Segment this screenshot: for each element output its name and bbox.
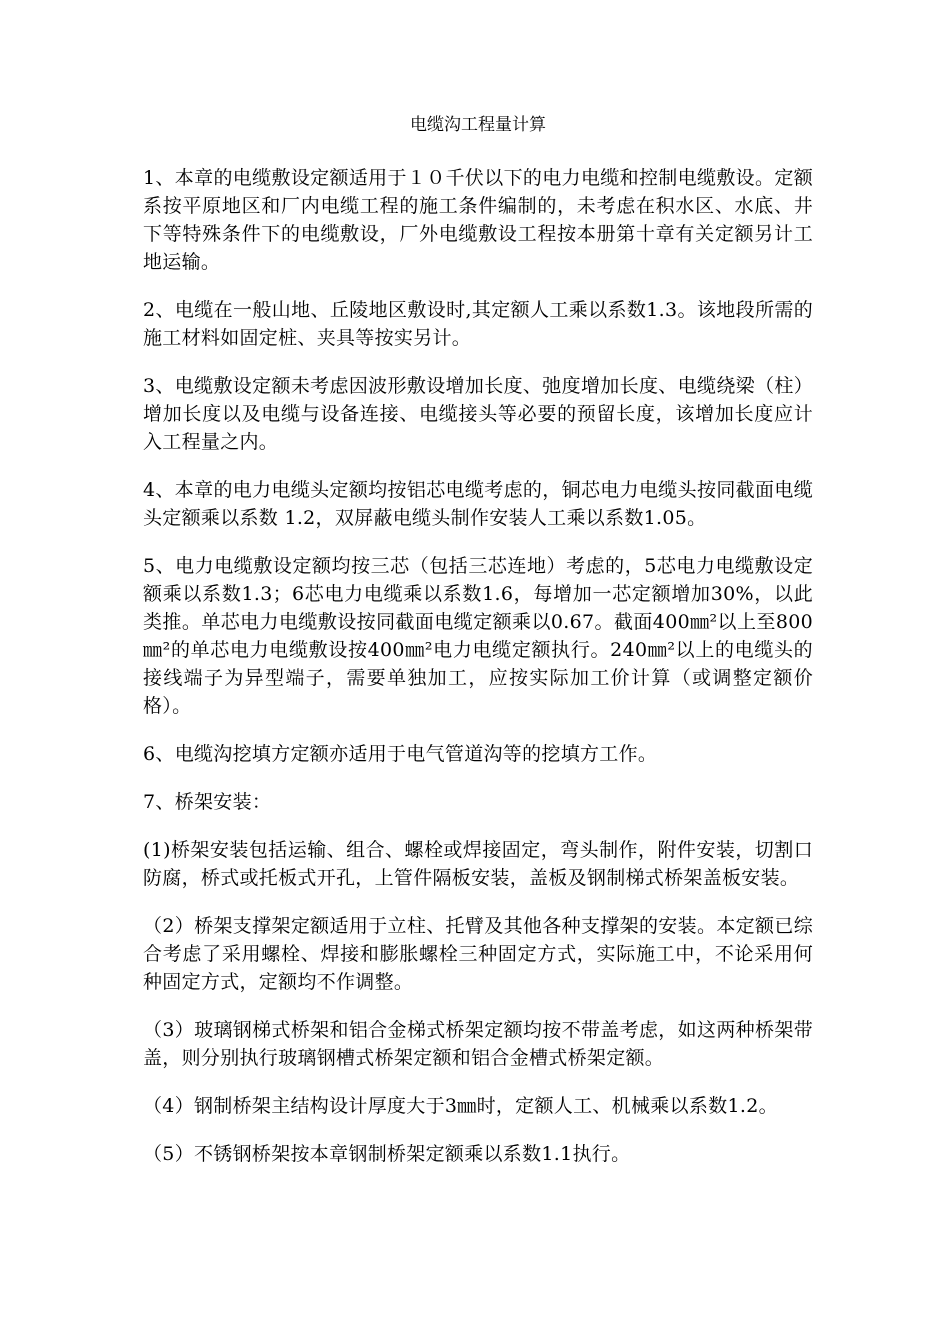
paragraph-3: 3、电缆敷设定额未考虑因波形敷设增加长度、弛度增加长度、电缆绕梁（柱）增加长度以及电缆与设备连接、电缆接头等必要的预留长度，该增加长度应计入工程量之内。 bbox=[143, 375, 813, 453]
paragraph-5: 5、电力电缆敷设定额均按三芯（包括三芯连地）考虑的，5芯电力电缆敷设定额乘以系数1.3；6芯电力电缆乘以系数1.6，每增加一芯定额增加30%，以此类推。单芯电力电缆敷设按同截面电缆定额乘以0.67。截面400㎜²以上至800㎜²的单芯电力电缆敷设按400㎜²电力电缆定额执行。240㎜²以上的电缆头的接线端子为异型端子，需要单独加工，应按实际加工价计算（或调整定额价格）。 bbox=[143, 555, 813, 717]
paragraph-7: 7、桥架安装： bbox=[143, 791, 272, 813]
paragraph-7-5: （5）不锈钢桥架按本章钢制桥架定额乘以系数1.1执行。 bbox=[143, 1143, 631, 1165]
paragraph-7-1: (1)桥架安装包括运输、组合、螺栓或焊接固定，弯头制作，附件安装，切割口防腐，桥式或托板式开孔，上管件隔板安装，盖板及钢制梯式桥架盖板安装。 bbox=[143, 839, 813, 889]
paragraph-7-4: （4）钢制桥架主结构设计厚度大于3㎜时，定额人工、机械乘以系数1.2。 bbox=[143, 1095, 778, 1117]
paragraph-4: 4、本章的电力电缆头定额均按铝芯电缆考虑的，铜芯电力电缆头按同截面电缆头定额乘以系数 1.2，双屏蔽电缆头制作安装人工乘以系数1.05。 bbox=[143, 479, 813, 529]
document-page bbox=[143, 112, 813, 1188]
paragraph-6: 6、电缆沟挖填方定额亦适用于电气管道沟等的挖填方工作。 bbox=[143, 743, 658, 765]
paragraph-7-3: （3）玻璃钢梯式桥架和铝合金梯式桥架定额均按不带盖考虑，如这两种桥架带盖，则分别执行玻璃钢槽式桥架定额和铝合金槽式桥架定额。 bbox=[143, 1019, 813, 1069]
paragraph-2: 2、电缆在一般山地、丘陵地区敷设时,其定额人工乘以系数1.3。该地段所需的施工材料如固定桩、夹具等按实另计。 bbox=[143, 299, 813, 349]
paragraph-7-2: （2）桥架支撑架定额适用于立柱、托臂及其他各种支撑架的安装。本定额已综合考虑了采用螺栓、焊接和膨胀螺栓三种固定方式，实际施工中，不论采用何种固定方式，定额均不作调整。 bbox=[143, 915, 813, 993]
document-title: 电缆沟工程量计算 bbox=[410, 115, 546, 135]
paragraph-1: 1、本章的电缆敷设定额适用于１０千伏以下的电力电缆和控制电缆敷设。定额系按平原地区和厂内电缆工程的施工条件编制的，未考虑在积水区、水底、井下等特殊条件下的电缆敷设，厂外电缆敷设工程按本册第十章有关定额另计工地运输。 bbox=[143, 167, 813, 273]
